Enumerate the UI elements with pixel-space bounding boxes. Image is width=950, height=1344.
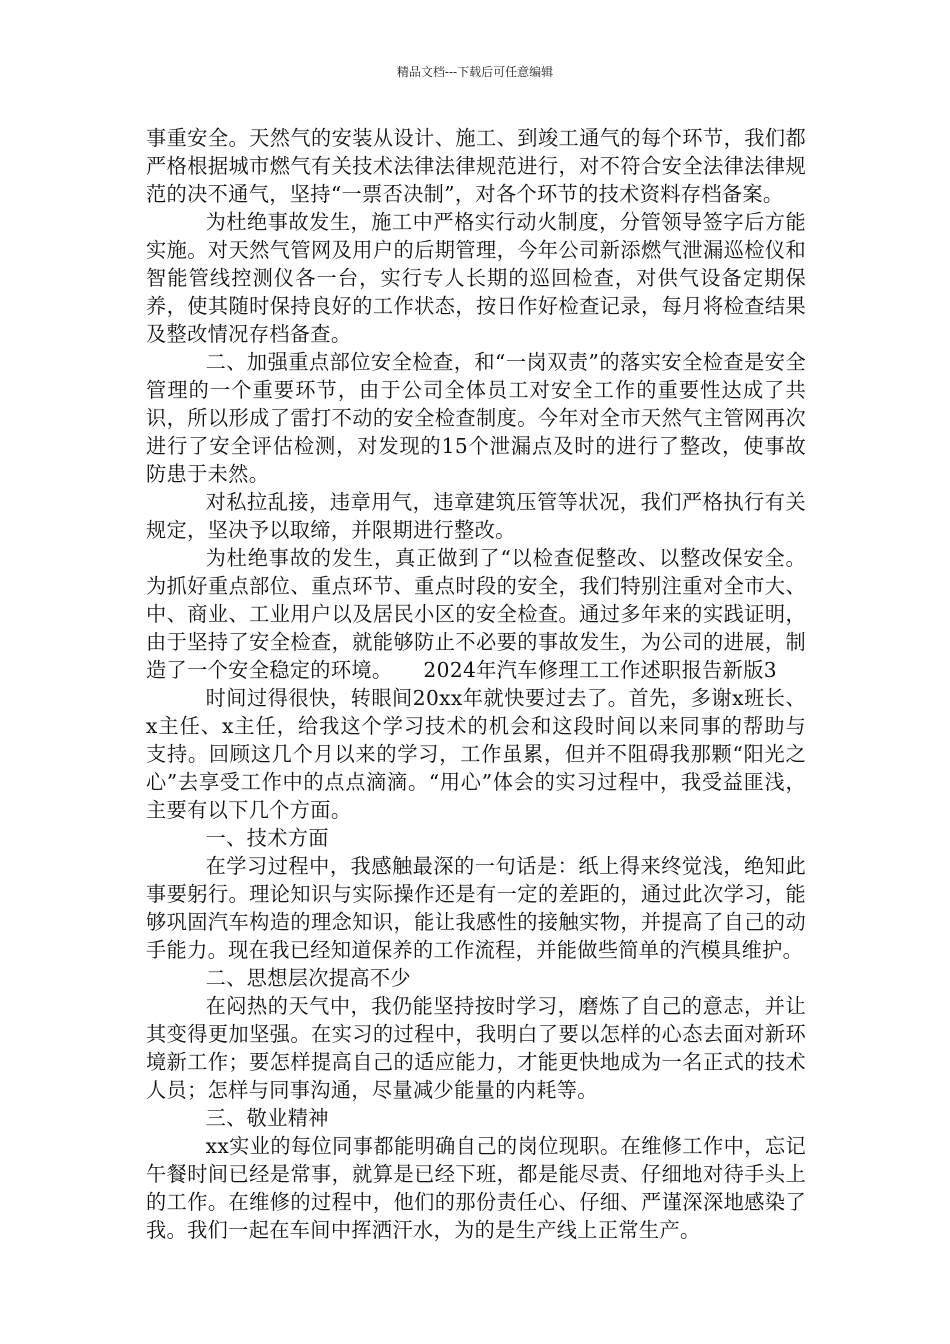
section-heading-tech: 一、技术方面 xyxy=(205,826,329,850)
paragraph-9: xx实业的每位同事都能明确自己的岗位现职。在维修工作中，忘记午餐时间已经是常事，就算是已经下班，都是能尽责、仔细地对待手头上的工作。在维修的过程中，他们的那份责任心、仔细、严谨深深地感染了我。我们一起在车间中挥洒汗水，为的是生产线上正常生产。 xyxy=(146,1134,806,1242)
section-heading-thought: 二、思想层次提高不少 xyxy=(205,966,411,990)
paragraph-6: 时间过得很快，转眼间20xx年就快要过去了。首先，多谢x班长、x主任、x主任，给我这个学习技术的机会和这段时间以来同事的帮助与支持。回顾这几个月以来的学习，工作虽累，但并不阻碍我那颗“阳光之心”去享受工作中的点点滴滴。“用心”体会的实习过程中，我受益匪浅，主要有以下几个方面。 xyxy=(146,686,806,822)
page-header: 精品文档---下载后可任意编辑 xyxy=(396,65,554,79)
paragraph-2: 为杜绝事故发生，施工中严格实行动火制度，分管领导签字后方能实施。对天然气管网及用户的后期管理，今年公司新添燃气泄漏巡检仪和智能管线控测仪各一台，实行专人长期的巡回检查，对供气设备定期保养，使其随时保持良好的工作状态，按日作好检查记录，每月将检查结果及整改情况存档备查。 xyxy=(146,210,806,346)
paragraph-3: 二、加强重点部位安全检查，和“一岗双责”的落实安全检查是安全管理的一个重要环节，由于公司全体员工对安全工作的重要性达成了共识，所以形成了雷打不动的安全检查制度。今年对全市天然气主管网再次进行了安全评估检测，对发现的15个泄漏点及时的进行了整改，使事故防患于未然。 xyxy=(146,350,806,486)
paragraph-4: 对私拉乱接，违章用气，违章建筑压管等状况，我们严格执行有关规定，坚决予以取缔，并限期进行整改。 xyxy=(146,490,806,542)
section-heading-dedication: 三、敬业精神 xyxy=(205,1106,329,1130)
paragraph-5: 为杜绝事故的发生，真正做到了“以检查促整改、以整改保安全。为抓好重点部位、重点环节、重点时段的安全，我们特别注重对全市大、中、商业、工业用户以及居民小区的安全检查。通过多年来的实践证明，由于坚持了安全检查，就能够防止不必要的事故发生，为公司的进展，制造了一个安全稳定的环境。 2024年汽车修理工工作述职报告新版3 xyxy=(146,546,806,682)
document-body xyxy=(146,124,806,1244)
paragraph-8: 在闷热的天气中，我仍能坚持按时学习，磨炼了自己的意志，并让其变得更加坚强。在实习的过程中，我明白了要以怎样的心态去面对新环境新工作；要怎样提高自己的适应能力，才能更快地成为一名正式的技术人员；怎样与同事沟通，尽量减少能量的内耗等。 xyxy=(146,994,806,1102)
paragraph-1: 事重安全。天然气的安装从设计、施工、到竣工通气的每个环节，我们都严格根据城市燃气有关技术法律法律规范进行，对不符合安全法律法律规范的决不通气，坚持“一票否决制”，对各个环节的技术资料存档备案。 xyxy=(146,126,806,206)
paragraph-7: 在学习过程中，我感触最深的一句话是：纸上得来终觉浅，绝知此事要躬行。理论知识与实际操作还是有一定的差距的，通过此次学习，能够巩固汽车构造的理念知识，能让我感性的接触实物，并提高了自己的动手能力。现在我已经知道保养的工作流程，并能做些简单的汽模具维护。 xyxy=(146,854,806,962)
